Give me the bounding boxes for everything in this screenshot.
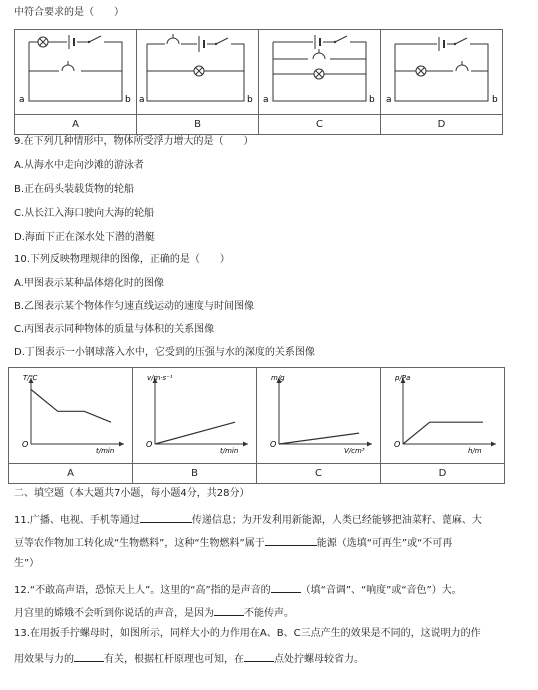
svg-text:a: a	[263, 95, 269, 105]
x-axis-arrow	[491, 442, 496, 447]
graph-curve	[279, 433, 359, 444]
section-heading: 二、填空题（本大题共7小题，每小题4分，共28分）	[14, 488, 250, 499]
y-axis-label: p/Pa	[395, 374, 411, 382]
graph-curve	[155, 422, 235, 444]
q13-blank-2[interactable]	[244, 650, 274, 662]
q9-stem: 9.在下列几种情形中，物体所受浮力增大的是（ ）	[14, 136, 254, 147]
q9-option-d: D.海面下正在深水处下潜的潜艇	[14, 232, 155, 243]
q11-line2: 豆等农作物加工转化成“生物燃料”，这种“生物燃料”属于 能源（选填“可再生”或“不可再	[14, 534, 452, 551]
y-axis-label: v/m·s⁻¹	[147, 374, 173, 382]
x-axis-label: V/cm³	[344, 447, 365, 455]
circuit-label-d: D	[381, 115, 503, 135]
y-axis-label: m/g	[271, 374, 285, 382]
q12-line1: 12.“不敢高声语，恐惊天上人”。这里的“高”指的是声音的 （填“音调”、“响度”或“音色”）大。	[14, 581, 462, 598]
q12-blank-2[interactable]	[214, 604, 244, 616]
origin-label: O	[270, 440, 277, 449]
circuit-c	[259, 30, 381, 115]
svg-text:a: a	[19, 95, 25, 105]
q8-stem-tail: 中符合要求的是（ ）	[14, 7, 124, 18]
svg-text:a: a	[386, 95, 392, 105]
graph-label-c: C	[257, 464, 381, 484]
x-axis-label: t/min	[96, 447, 115, 455]
q9-option-b: B.正在码头装载货物的轮船	[14, 184, 135, 195]
q13-line1: 13.在用扳手拧螺母时，如图所示，同样大小的力作用在A、B、C三点产生的效果是不同的，这说明力的作	[14, 628, 481, 639]
q10-option-a: A.甲图表示某种晶体熔化时的图像	[14, 278, 164, 289]
circuit-d	[381, 30, 503, 115]
q12-line2: 月宫里的嫦娥不会听到你说话的声音，是因为 不能传声。	[14, 604, 294, 621]
circuit-label-c: C	[259, 115, 381, 135]
circuit-figure	[14, 29, 503, 135]
svg-text:b: b	[247, 95, 253, 105]
graph-label-d: D	[381, 464, 505, 484]
x-axis-label: h/m	[468, 447, 482, 455]
q11-blank-2[interactable]	[265, 534, 317, 546]
origin-label: O	[394, 440, 401, 449]
q13-line2: 用效果与力的 有关，根据杠杆原理也可知，在 点处拧螺母较省力。	[14, 650, 364, 667]
graph-figure	[8, 367, 505, 484]
svg-text:a: a	[139, 95, 145, 105]
q9-option-c: C.从长江入海口驶向大海的轮船	[14, 208, 155, 219]
graph-curve	[31, 390, 111, 423]
q13-blank-1[interactable]	[74, 650, 104, 662]
circuit-b	[137, 30, 259, 115]
graph-a	[9, 368, 133, 464]
q11-blank-1[interactable]	[140, 511, 192, 523]
q10-option-c: C.丙图表示同种物体的质量与体积的关系图像	[14, 324, 215, 335]
svg-text:b: b	[369, 95, 375, 105]
circuit-label-a: A	[15, 115, 137, 135]
q10-option-d: D.丁图表示一小钢球落入水中，它受到的压强与水的深度的关系图像	[14, 347, 315, 358]
circuit-a	[15, 30, 137, 115]
x-axis-label: t/min	[220, 447, 239, 455]
graph-curve	[403, 422, 483, 444]
graph-d	[381, 368, 505, 464]
q10-stem: 10.下列反映物理规律的图像，正确的是（ ）	[14, 254, 230, 265]
graph-label-a: A	[9, 464, 133, 484]
y-axis-label: T/℃	[23, 374, 38, 382]
x-axis-arrow	[119, 442, 124, 447]
q10-option-b: B.乙图表示某个物体作匀速直线运动的速度与时间图像	[14, 301, 255, 312]
q9-option-a: A.从海水中走向沙滩的游泳者	[14, 160, 144, 171]
q11-line1: 11.广播、电视、手机等通过 传递信息；为开发利用新能源，人类已经能够把油菜籽、蓖麻、大	[14, 511, 482, 528]
graph-c	[257, 368, 381, 464]
q11-line3: 生”）	[14, 558, 40, 569]
x-axis-arrow	[367, 442, 372, 447]
origin-label: O	[146, 440, 153, 449]
svg-text:b: b	[492, 95, 498, 105]
q12-blank-1[interactable]	[271, 581, 301, 593]
x-axis-arrow	[243, 442, 248, 447]
circuit-label-b: B	[137, 115, 259, 135]
origin-label: O	[22, 440, 29, 449]
svg-text:b: b	[125, 95, 131, 105]
graph-label-b: B	[133, 464, 257, 484]
graph-b	[133, 368, 257, 464]
